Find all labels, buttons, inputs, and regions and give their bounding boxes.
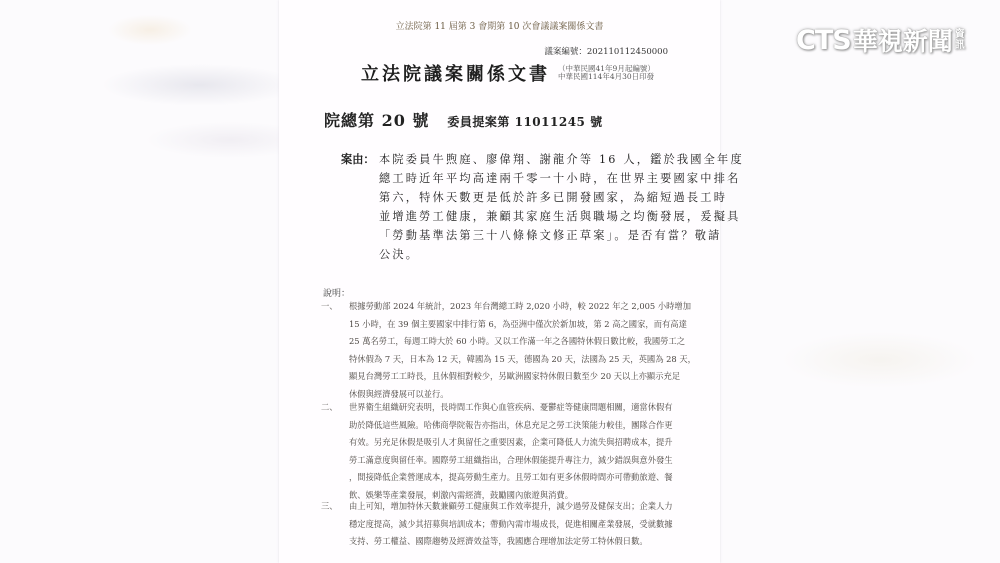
reason-line: 總工時近年平均高達兩千零一十小時，在世界主要國家中排名 bbox=[379, 172, 741, 185]
case-reason bbox=[341, 150, 744, 264]
title-row bbox=[361, 60, 655, 86]
item-line: 助於降低這些風險。哈佛商學院報告亦指出，休息充足之勞工決策能力較佳，團隊合作更 bbox=[349, 419, 673, 430]
item-line: 顯見台灣勞工工時長，且休假相對較少，另歐洲國家特休假日數至少 20 天以上亦顯示充足 bbox=[349, 371, 681, 382]
item-line: ，間接降低企業營運成本，提高勞動生產力。且勞工如有更多休假時間亦可帶動旅遊、餐 bbox=[349, 472, 673, 483]
reason-label: 案由： bbox=[341, 152, 375, 166]
reason-line: 「勞動基準法第三十八條條文修正草案」。是否有當？敬請 bbox=[379, 229, 722, 242]
logo-sub bbox=[955, 29, 965, 51]
item-number: 二、 bbox=[321, 402, 338, 412]
item-line: 有效。另充足休假是吸引人才與留任之重要因素，企業可降低人力流失與招聘成本，提升 bbox=[349, 437, 673, 448]
reason-body bbox=[379, 150, 744, 264]
item-line: 勞工滿意度與留任率。國際勞工組織指出，合理休假能提升專注力，減少錯誤與意外發生 bbox=[349, 454, 673, 465]
title-note-line: 中華民國114年4月30日印發 bbox=[558, 72, 655, 81]
explanation-item bbox=[321, 498, 693, 551]
logo-sub-char: 資 bbox=[954, 29, 965, 40]
reason-line: 並增進勞工健康，兼顧其家庭生活與職場之均衡發展，爰擬具 bbox=[379, 210, 741, 223]
item-line: 世界衛生組織研究表明，長時間工作與心血管疾病、憂鬱症等健康問題相關，適當休假有 bbox=[349, 402, 673, 412]
item-line: 15 小時，在 39 個主要國家中排行第 6，為亞洲中僅次於新加坡，第 2 高之國家，而有高達 bbox=[349, 318, 687, 329]
item-line: 穩定度提高，減少其招募與培訓成本；帶動內需市場成長，促進相關產業發展，受就數據 bbox=[349, 518, 673, 529]
general-number: 院總第 20 號 bbox=[324, 111, 430, 130]
item-body bbox=[349, 498, 693, 551]
title-note bbox=[558, 65, 655, 81]
reason-line: 本院委員牛煦庭、廖偉翔、謝龍介等 16 人，鑑於我國全年度 bbox=[379, 153, 744, 166]
session-header: 立法院第 11 屆第 3 會期第 10 次會議議案關係文書 bbox=[395, 22, 604, 32]
reason-line: 公決。 bbox=[379, 248, 420, 261]
item-line: 由上可知，增加特休天數兼顧勞工健康與工作效率提升，減少過勞及健保支出；企業人力 bbox=[349, 501, 673, 511]
document-page bbox=[279, 0, 744, 563]
item-line: 特休假為 7 天，日本為 12 天，韓國為 15 天，德國為 20 天，法國為 25 天，英國為 28 天， bbox=[349, 353, 696, 364]
item-line: 休假與經濟發展可以並行。 bbox=[349, 388, 449, 399]
document-number bbox=[324, 108, 603, 131]
item-number: 一、 bbox=[321, 301, 338, 311]
logo-name: 華視新聞 bbox=[852, 27, 953, 56]
proposal-number: 委員提案第 11011245 號 bbox=[447, 115, 603, 129]
item-line: 支持、勞工權益、國際趨勢及經濟效益等，我國應合理增加法定勞工特休假日數。 bbox=[349, 536, 648, 547]
logo-sub-char: 訊 bbox=[954, 40, 965, 51]
item-body bbox=[349, 399, 693, 505]
item-line: 25 萬名勞工，每週工時大於 60 小時。又以工作滿一年之各國特休假日數比較，我國勞工之 bbox=[349, 336, 686, 347]
case-number: 議案編號：202110112450000 bbox=[544, 47, 668, 57]
explanation-label: 說明： bbox=[323, 289, 351, 299]
item-line: 飲、娛樂等產業發展，刺激內需經濟，鼓勵國內旅遊與消費。 bbox=[349, 489, 574, 500]
item-number: 三、 bbox=[321, 501, 338, 511]
logo-brand: CTS bbox=[796, 24, 851, 56]
item-line: 根據勞動部 2024 年統計，2023 年台灣總工時 2,020 小時，較 2022 年之 2,005 小時增加 bbox=[349, 301, 692, 311]
explanation-item bbox=[321, 298, 696, 404]
cts-news-logo bbox=[796, 22, 965, 58]
title-note-line: （中華民國41年9月起編號） bbox=[558, 64, 655, 73]
document-title: 立法院議案關係文書 bbox=[361, 64, 550, 85]
explanation-item bbox=[321, 399, 693, 505]
reason-line: 第六，特休天數更是低於許多已開發國家，為縮短過長工時 bbox=[379, 191, 728, 204]
item-body bbox=[349, 298, 696, 404]
